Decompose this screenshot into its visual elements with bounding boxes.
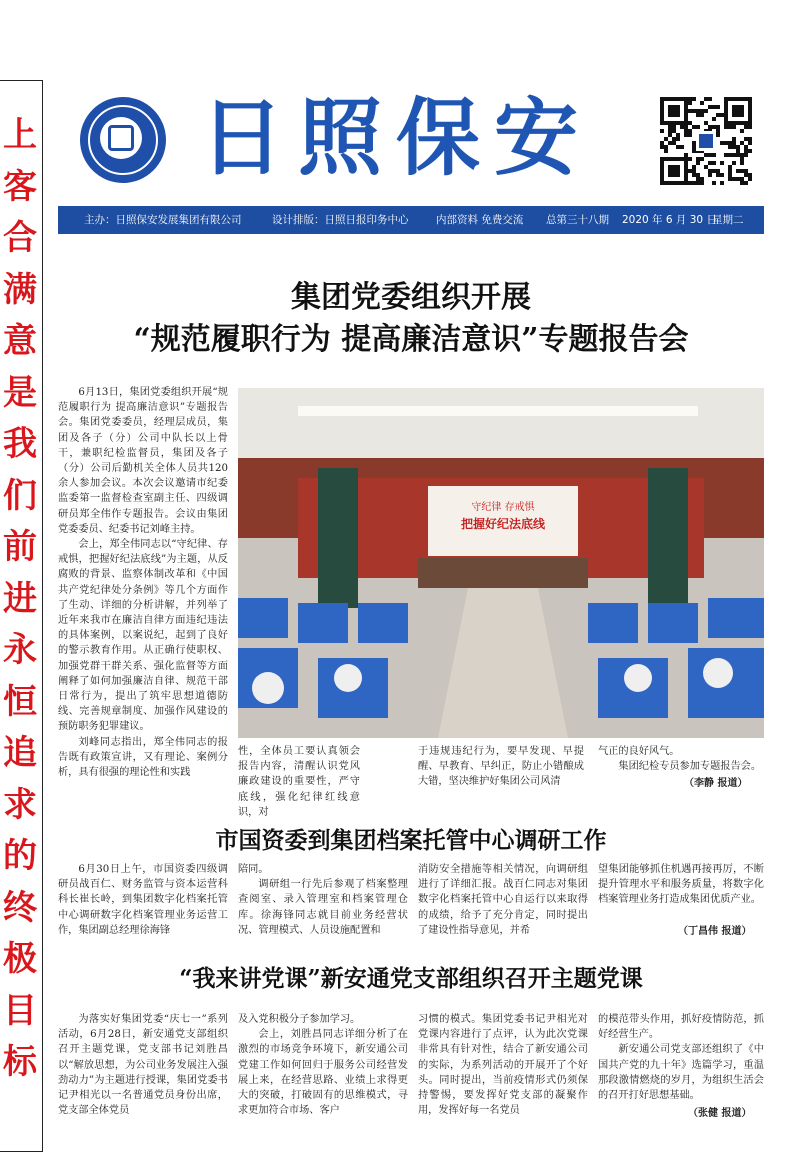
article1-col4 [598, 744, 764, 774]
article1-paragraph3d: 气正的良好风气。 [598, 746, 680, 757]
article3-text2a: 及入党积极分子参加学习。 [238, 1014, 361, 1025]
article3-col4 [598, 1012, 764, 1103]
article2-text2b: 调研组一行先后参观了档案整理查阅室、录入管理室和档案管理仓库。徐海锋同志就目前业务经营状况、管理模式、人员设施配置和 [238, 879, 408, 936]
issue-weekday: 星期二 [712, 214, 744, 226]
slogan-char: 永 [3, 630, 37, 670]
article1-byline: （李静 报道） [684, 778, 748, 789]
slogan-char: 前 [3, 527, 37, 567]
article3-text3: 习惯的模式。集团党委书记尹相光对党课内容进行了点评，认为此次党课非常具有针对性，结合了新安通公司的实际，为系列活动的开展开了个好头。同时提出，当前疫情形式仍须保持警惕，要发挥好党支部的凝聚作用，发挥好每一名党员 [418, 1014, 588, 1117]
article3-text4b: 新安通公司党支部还组织了《中国共产党的九十年》选篇学习，重温那段激情燃烧的岁月，为组织生活会的召开打好思想基础。 [598, 1044, 764, 1102]
slogan-char: 目 [3, 990, 37, 1031]
slogan-char: 的 [3, 836, 37, 876]
slogan-char: 满 [3, 269, 37, 310]
design-text: 设计排版：日照日报印务中心 [272, 214, 409, 226]
slogan-text [0, 110, 40, 1089]
banner-line2: 把握好纪法底线 [460, 517, 546, 531]
article1-title-line2: “规范履职行为 提高廉洁意识”专题报告会 [133, 322, 689, 357]
article2-title: 市国资委到集团档案托管中心调研工作 [215, 827, 607, 854]
article3-col2 [238, 1012, 408, 1118]
article2-col2 [238, 862, 408, 938]
article1-col2 [238, 744, 360, 820]
internal-text: 内部资料 免费交流 [436, 214, 524, 226]
slogan-char: 标 [3, 1042, 37, 1082]
article2-col3 [418, 862, 588, 938]
article1-col3 [418, 744, 584, 790]
article2-byline: （丁昌伟 报道） [678, 926, 752, 937]
issue-date: 2020 年 6 月 30 日 [622, 214, 717, 226]
article1-paragraph3b: 性，全体员工要认真领会报告内容，清醒认识党风廉政建设的重要性，严守底线，强化纪律红线意识，对 [238, 746, 360, 818]
slogan-char: 我 [3, 424, 37, 464]
slogan-char: 是 [3, 372, 37, 413]
slogan-char: 合 [3, 218, 37, 258]
article2-text4: 望集团能够抓住机遇再接再厉，不断提升管理水平和服务质量，将数字化档案管理业务打造成集团优质产业。 [598, 864, 764, 906]
slogan-char: 极 [3, 939, 37, 979]
article3-col3 [418, 1012, 588, 1118]
article3-col1 [58, 1012, 228, 1118]
slogan-char: 追 [3, 733, 37, 773]
article3-title: “我来讲党课”新安通党支部组织召开主题党课 [179, 965, 643, 992]
article2-text3: 消防安全措施等相关情况，向调研组进行了详细汇报。战百仁同志对集团数字化档案托管中心自运行以来取得的成绩，给予了充分肯定，同时提出了建设性指导意见，并希 [418, 864, 588, 936]
slogan-char: 恒 [3, 681, 37, 722]
article1-paragraph3a: 刘峰同志指出，郑全伟同志的报告既有政策宣讲，又有理论、案例分析，具有很强的理论性和实践 [58, 736, 228, 779]
slogan-char: 客 [3, 166, 37, 207]
article1-paragraph1: 6月13日，集团党委组织开展“规范履职行为 提高廉洁意识”专题报告会。集团党委委员，经理层成员，集团及各子（分）公司中队长以上骨干，兼职纪检监督员，集团及各子（分）公司后勤机关全体人员共120余人参加会议。本次会议邀请市纪委监委第一监督检查室副主任、四级调研员郑全伟作专题报告。会议由集团党委委员、纪委书记刘峰主持。 [58, 387, 228, 535]
slogan-char: 终 [3, 887, 37, 928]
issue-number: 总第三十八期 [546, 214, 609, 226]
newspaper-title: 日照保安 [200, 88, 593, 187]
slogan-char: 上 [3, 115, 37, 155]
article2-text2a: 陪同。 [238, 864, 269, 875]
meeting-photo [238, 388, 764, 738]
article2-col1 [58, 862, 228, 938]
slogan-char: 进 [3, 578, 37, 619]
slogan-char: 们 [3, 475, 37, 516]
article2-text1: 6月30日上午，市国资委四级调研员战百仁、财务监管与资本运营科科长崔长岭，到集团数字化档案托管中心调研数字化档案管理业务运营工作，集团副总经理徐海锋 [58, 864, 228, 936]
article2-col4 [598, 862, 764, 908]
slogan-char: 意 [3, 321, 37, 361]
article1-paragraph3c: 于违规违纪行为，要早发现、早提醒、早教育、早纠正，防止小错酿成大错，坚决维护好集团公司风清 [418, 746, 584, 788]
sponsor-text: 主办：日照保安发展集团有限公司 [84, 214, 242, 226]
article3-text2b: 会上，刘胜昌同志详细分析了在激烈的市场竞争环境下，新安通公司党建工作如何回归于服务公司经营发展上来，在经营思路、业绩上求得更大的突破，打破固有的思维模式，寻求更加符合市场、客户 [238, 1029, 408, 1117]
company-logo-icon [80, 97, 166, 183]
banner-line1: 守纪律 存戒惧 [471, 502, 535, 513]
article3-text4a: 的模范带头作用，抓好疫情防范，抓好经营生产。 [598, 1014, 764, 1041]
info-bar [58, 206, 764, 234]
qr-code-icon [660, 97, 752, 185]
article1-title-line1: 集团党委组织开展 [291, 280, 531, 315]
article3-text1: 为落实好集团党委“庆七一”系列活动，6月28日，新安通党支部组织召开主题党课，党支部书记刘胜昌以“解放思想，为公司业务发展注入强劲动力”为主题进行授课，集团党委书记尹相光以一名普通党员身份出席，党支部全体党员 [58, 1014, 228, 1117]
slogan-char: 求 [3, 784, 37, 825]
article1-paragraph4: 集团纪检专员参加专题报告会。 [618, 761, 762, 773]
article1-paragraph2: 会上，郑全伟同志以“守纪律、存戒惧，把握好纪法底线”为主题，从反腐败的背景、监察体制改革和《中国共产党纪律处分条例》等几个方面作了生动、详细的分析讲解，并列举了近年来我市在廉洁自律方面违纪违法的具体案例，以案说纪，起到了良好的警示教育作用。从正确行使职权、加强党群干群关系、强化监督等方面阐释了如何加强廉洁自律、规范干部日常行为，提出了筑牢思想道德防线、完善规章制度、加强作风建设的预防职务犯罪建议。 [58, 539, 228, 733]
article3-byline: （张健 报道） [688, 1108, 752, 1119]
article1-col1 [58, 385, 228, 780]
